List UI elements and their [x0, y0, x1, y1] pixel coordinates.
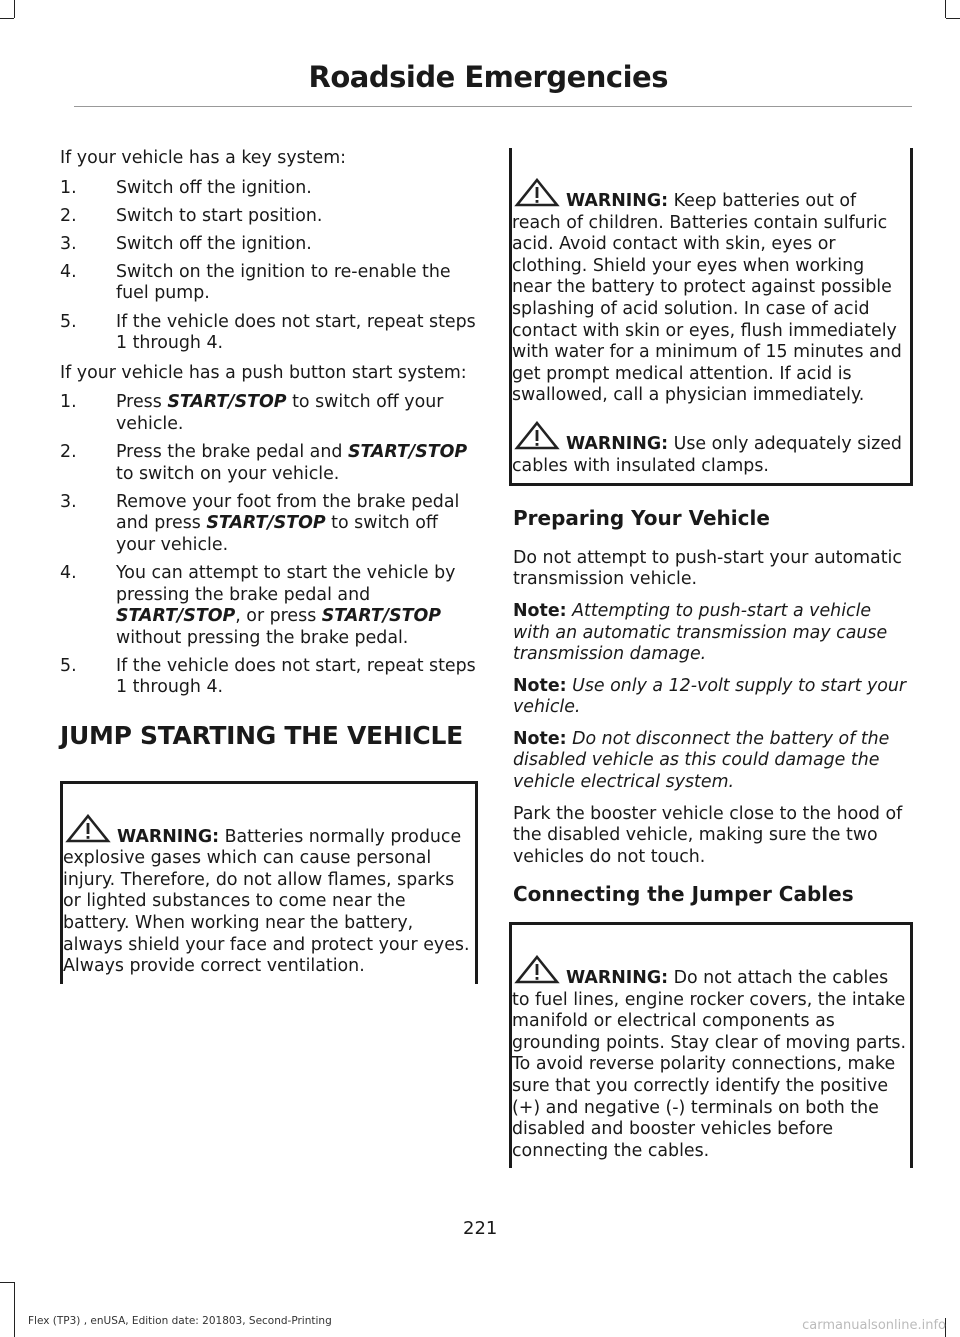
note-text: Use only a 12-volt supply to start your vehicle.: [513, 675, 907, 718]
step-text: Switch to start position.: [116, 205, 323, 226]
start-stop-label: START/STOP: [347, 442, 468, 463]
warning-box: [509, 922, 913, 1168]
step-number: 3.: [60, 233, 77, 254]
note: [513, 601, 907, 666]
section-title: JUMP STARTING THE VEHICLE: [60, 721, 463, 751]
note-label: Note:: [513, 728, 567, 749]
list-item: [60, 656, 478, 699]
list-item: [60, 312, 478, 355]
step-text: Switch off the ignition.: [116, 233, 312, 254]
header-divider: [74, 106, 912, 107]
step-text: Switch off the ignition.: [116, 177, 312, 198]
step-text: to switch off your vehicle.: [116, 392, 444, 434]
step-number: 1.: [60, 177, 77, 198]
crop-mark: [945, 0, 946, 18]
heading-cables: Connecting the Jumper Cables: [513, 882, 854, 907]
list-item: [60, 392, 478, 435]
step-text: Press the brake pedal and: [116, 442, 348, 463]
crop-mark: [14, 1282, 15, 1337]
footer-edition: Flex (TP3) , enUSA, Edition date: 201803, Second-Printing: [28, 1315, 332, 1327]
step-text: to switch off your vehicle.: [116, 513, 438, 555]
step-text: If the vehicle does not start, repeat steps 1 through 4.: [116, 655, 476, 698]
push-button-steps: [60, 392, 478, 699]
crop-mark: [0, 1282, 14, 1283]
warning-triangle-icon: [512, 955, 562, 985]
right-column: [513, 148, 907, 1168]
park-text: Park the booster vehicle close to the hood of the disabled vehicle, making sure the two vehicles do not touch.: [513, 803, 903, 867]
warning-triangle-icon: [512, 178, 562, 208]
step-number: 4.: [60, 563, 77, 583]
warning-label: WARNING:: [566, 968, 669, 989]
key-system-intro: If your vehicle has a key system:: [60, 148, 347, 168]
push-button-intro: If your vehicle has a push button start system:: [60, 362, 467, 383]
step-number: 2.: [60, 442, 77, 463]
list-item: [60, 206, 478, 228]
note-label: Note:: [513, 675, 567, 696]
crop-mark: [0, 18, 14, 19]
list-item: [60, 262, 478, 305]
list-item: [60, 563, 478, 649]
step-text: Remove your foot from the brake pedal and press: [116, 491, 460, 534]
warning-box: [60, 781, 478, 984]
prep-text: Do not attempt to push-start your automatic transmission vehicle.: [513, 547, 902, 590]
step-text: You can attempt to start the vehicle by pressing the brake pedal and: [116, 563, 456, 605]
start-stop-label: START/STOP: [321, 606, 442, 627]
step-text: , or press: [235, 606, 322, 627]
warning-text: Use only adequately sized cables with insulated clamps.: [512, 433, 902, 476]
list-item: [60, 442, 478, 485]
warning-triangle-icon: [63, 814, 113, 844]
note: [513, 729, 907, 794]
note-text: Attempting to push-start a vehicle with an automatic transmission may cause transmission damage.: [513, 600, 888, 665]
step-number: 2.: [60, 205, 77, 226]
warning-inner: [512, 421, 906, 477]
warning-text: Batteries normally produce explosive gases which can cause personal injury. Therefore, do not allow flames, sparks or lighted substances to come near the battery. When working near the battery, always shield your face and protect your eyes. Always provide correct ventilation.: [63, 826, 470, 977]
step-number: 1.: [60, 392, 77, 413]
left-column: [60, 148, 478, 984]
step-text: If the vehicle does not start, repeat steps 1 through 4.: [116, 311, 476, 354]
step-number: 5.: [60, 311, 77, 332]
step-number: 5.: [60, 655, 77, 676]
start-stop-label: START/STOP: [116, 606, 236, 627]
step-text: to switch on your vehicle.: [116, 463, 340, 484]
watermark: carmanualsonline.info: [802, 1318, 946, 1333]
crop-mark: [946, 18, 960, 19]
page-header-title: Roadside Emergencies: [308, 60, 668, 94]
heading-preparing: Preparing Your Vehicle: [513, 506, 770, 531]
warning-label: WARNING:: [566, 191, 669, 211]
step-number: 4.: [60, 261, 77, 282]
warning-label: WARNING:: [117, 826, 220, 847]
start-stop-label: START/STOP: [167, 392, 287, 413]
note-label: Note:: [513, 600, 567, 621]
list-item: [60, 492, 478, 557]
start-stop-label: START/STOP: [206, 513, 326, 534]
warning-text: Do not attach the cables to fuel lines, engine rocker covers, the intake manifold or electrical components as grounding points. Stay clear of moving parts. To avoid reverse polarity connections, make sure that you correctly identify the positive (+) and negative (-) terminals on both the disabled and booster vehicles before connecting the cables.: [512, 968, 907, 1161]
step-text: without pressing the brake pedal.: [116, 627, 409, 648]
step-number: 3.: [60, 491, 77, 512]
step-text: Press: [116, 392, 168, 413]
list-item: [60, 178, 478, 200]
note: [513, 676, 907, 719]
warning-triangle-icon: [512, 421, 562, 451]
key-system-steps: [60, 178, 478, 355]
note-text: Do not disconnect the battery of the disabled vehicle as this could damage the vehicle electrical system.: [513, 728, 890, 793]
page-number: 221: [463, 1218, 498, 1239]
list-item: [60, 234, 478, 256]
crop-mark: [14, 0, 15, 18]
warning-box: [509, 148, 913, 486]
warning-text: Keep batteries out of reach of children. Batteries contain sulfuric acid. Avoid contact with skin, eyes or clothing. Shield your eyes when working near the battery to protect against possible splashing of acid solution. In case of acid contact with skin or eyes, flush immediately with water for a minimum of 15 minutes and get prompt medical attention. If acid is swallowed, call a physician immediately.: [512, 191, 902, 406]
warning-label: WARNING:: [566, 433, 669, 454]
step-text: Switch on the ignition to re-enable the fuel pump.: [116, 261, 451, 304]
